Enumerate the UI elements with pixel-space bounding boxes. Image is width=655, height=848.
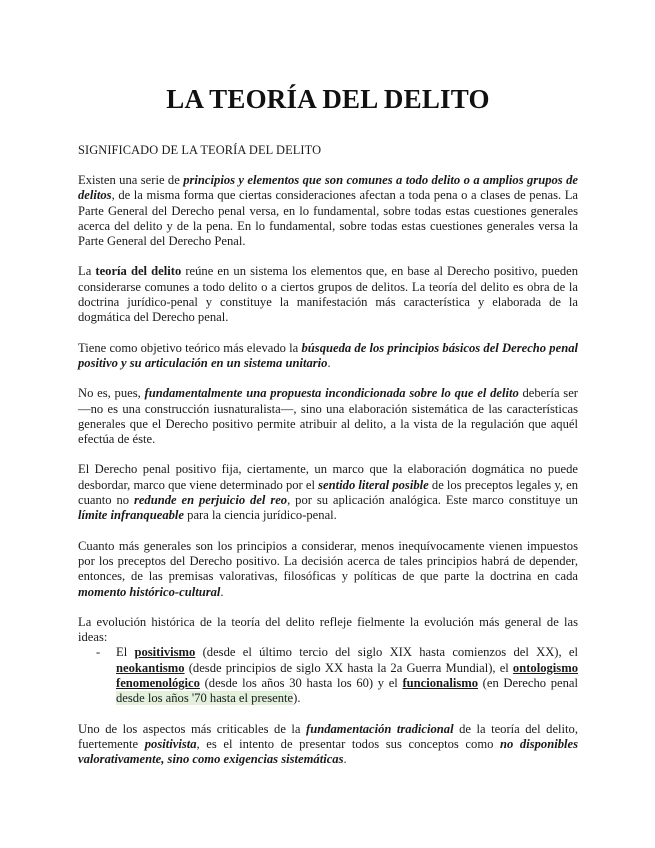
emphasis-text: fundamentación tradicional	[306, 721, 454, 736]
paragraph-6	[78, 539, 578, 600]
text-run: La	[78, 264, 96, 279]
text-run: , es el intento de presentar todos sus conceptos como	[196, 736, 501, 751]
spacer	[78, 249, 578, 264]
text-run: , de la misma forma que ciertas consideraciones afectan a toda pena o a clases de penas. La Parte General del Derecho penal versa, en lo fundamental, sobre todas estas cuestiones generales acerca del delito y de la pena. En lo fundamental, sobre todas estas cuestiones generales versa la Parte General del Derecho Penal.	[78, 188, 578, 249]
text-run: Cuanto más generales son los principios a considerar, menos inequívocamente vienen impuestos por los preceptos del Derecho positivo. La decisión acerca de tales principios habrá de depender, entonces, de las premisas valorativas, filosóficas y políticas de que parte la doctrina en cada	[78, 538, 578, 584]
bold-text: teoría del delito	[95, 264, 182, 279]
spacer	[78, 447, 578, 462]
document-page	[78, 78, 578, 768]
text-run: .	[327, 355, 331, 370]
paragraph-4	[78, 386, 578, 447]
text-run: Existen una serie de	[78, 173, 184, 187]
spacer	[78, 371, 578, 386]
emphasis-text: principios y elementos que son comunes a todo delito o a amplios grupos de delitos	[78, 173, 578, 203]
text-run: No es, pues,	[78, 386, 145, 401]
paragraph-2	[78, 264, 578, 325]
section-heading: SIGNIFICADO DE LA TEORÍA DEL DELITO	[78, 143, 322, 157]
emphasis-text: fundamentalmente una propuesta incondicionada sobre lo que el delito	[144, 386, 519, 401]
text-run: Tiene como objetivo teórico más elevado la	[78, 340, 302, 355]
list-item	[78, 645, 578, 706]
text-run: de los preceptos legales y, en cuanto no	[78, 477, 578, 508]
text-run: (en Derecho penal	[478, 676, 578, 691]
paragraph-8	[78, 722, 578, 768]
text-run: (desde el último tercio del siglo XIX hasta comienzos del XX), el	[195, 645, 578, 660]
text-run: reúne en un sistema los elementos que, en base al Derecho positivo, pueden considerarse comunes a todo delito o a ciertos grupos de delitos. La teoría del delito es obra de la doctrina jurídico-penal y constituye la manifestación más característica y elaborada de la dogmática del Derecho penal.	[78, 264, 578, 325]
text-run: El	[116, 645, 135, 660]
spacer	[78, 600, 578, 615]
text-run: de la teoría del delito, fuertemente	[78, 721, 578, 751]
text-run: Uno de los aspectos más criticables de la	[78, 721, 307, 736]
text-run: .	[343, 752, 347, 767]
emphasis-text: sentido literal posible	[318, 477, 429, 492]
text-run: , por su aplicación analógica. Este marco constituye un	[287, 493, 578, 508]
text-run: ).	[293, 691, 301, 706]
list-bullet: -	[96, 645, 101, 660]
text-run: (desde los años 30 hasta los 60) y el	[199, 676, 403, 691]
text-run: El Derecho penal positivo fija, ciertamente, un marco que la elaboración dogmática no puede desbordar, marco que viene determinado por el	[78, 462, 578, 492]
emphasis-text: límite infranqueable	[78, 508, 185, 523]
list-item-text	[116, 645, 578, 706]
evolution-list	[78, 645, 578, 706]
document-title: LA TEORÍA DEL DELITO	[166, 84, 490, 114]
emphasis-text: búsqueda de los principios básicos del Derecho penal positivo y su articulación en un sistema unitario	[78, 340, 578, 370]
spacer	[78, 326, 578, 341]
underlined-term: neokantismo	[116, 660, 185, 675]
emphasis-text: no disponibles valorativamente, sino como exigencias sistemáticas	[78, 736, 578, 767]
emphasis-text: positivista	[144, 736, 197, 751]
emphasis-text: momento histórico-cultural	[78, 584, 221, 599]
text-run: para la ciencia jurídico-penal.	[184, 508, 337, 523]
paragraph-5	[78, 462, 578, 523]
spacer	[78, 707, 578, 722]
text-run: (desde principios de siglo XX hasta la 2a Guerra Mundial), el	[184, 660, 513, 675]
spacer	[78, 524, 578, 539]
paragraph-1	[78, 173, 578, 249]
text-run: .	[220, 584, 224, 599]
paragraph-3	[78, 341, 578, 372]
paragraph-7	[78, 615, 578, 646]
text-run: debería ser —no es una construcción iusnaturalista—, sino una elaboración sistemática de las características generales que el Derecho positivo permite atribuir al delito, a la vista de la regulación que aquél efectúa de éste.	[78, 386, 578, 447]
text-run: La evolución histórica de la teoría del delito refleje fielmente la evolución más general de las ideas:	[78, 614, 578, 645]
spacer	[78, 158, 578, 173]
underlined-term: funcionalismo	[402, 676, 479, 691]
underlined-term: positivismo	[134, 645, 196, 660]
highlighted-text: desde los años '70 hasta el presente	[116, 691, 294, 706]
emphasis-text: redunde en perjuicio del reo	[133, 493, 288, 508]
underlined-term: ontologismo fenomenológico	[116, 660, 578, 691]
